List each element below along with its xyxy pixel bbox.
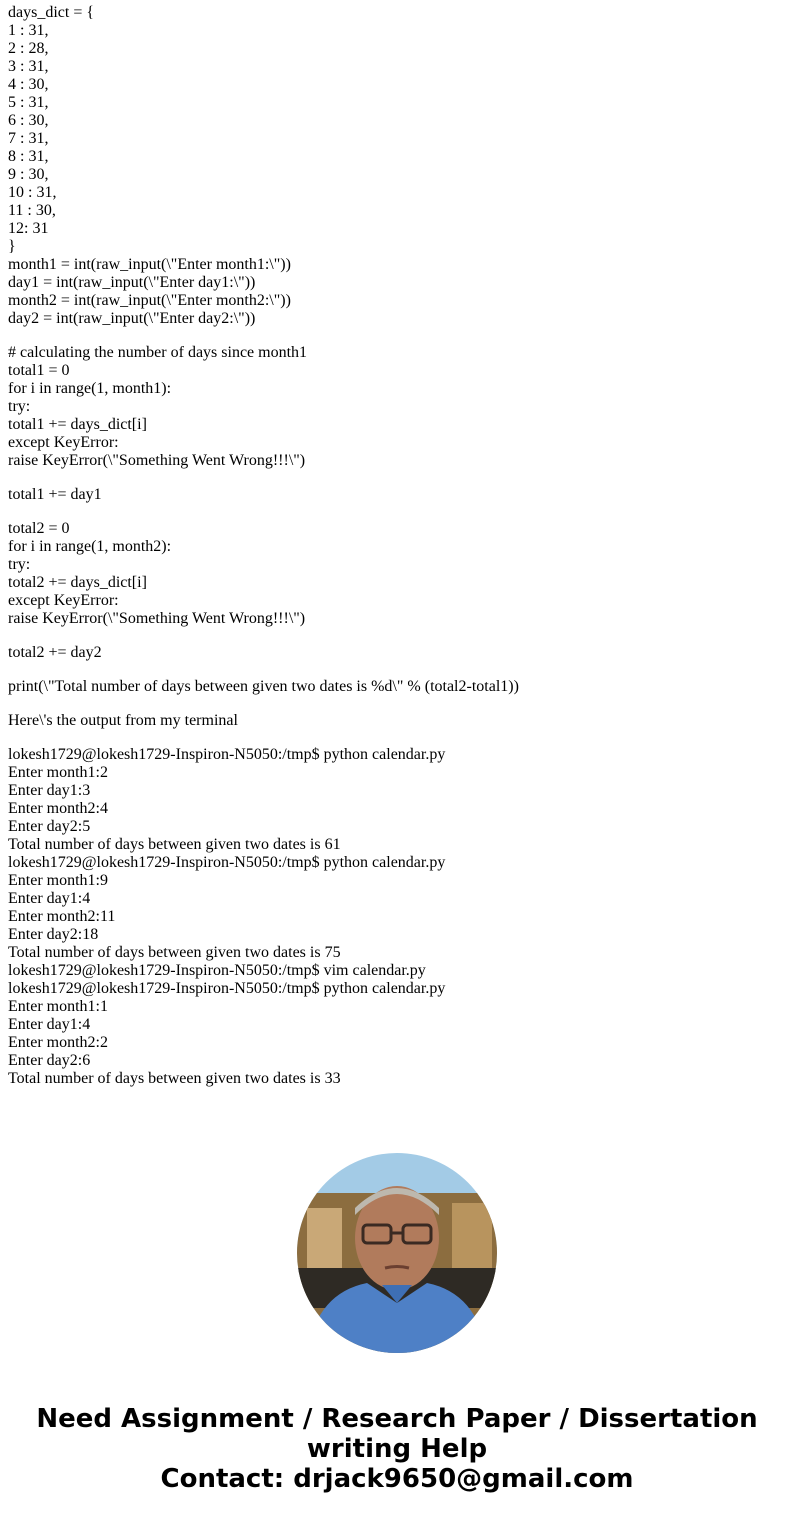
text-line: Enter month2:4 (8, 800, 108, 817)
text-line: Enter month1:9 (8, 872, 108, 889)
text-block (8, 4, 788, 328)
text-line: raise KeyError(\"Something Went Wrong!!!\") (8, 452, 306, 469)
text-line: 2 : 28, (8, 40, 49, 57)
footer-contact: Contact: drjack9650@gmail.com (160, 1464, 634, 1494)
text-line: except KeyError: (8, 434, 119, 451)
text-line: try: (8, 556, 31, 573)
text-line: try: (8, 398, 31, 415)
text-line: 3 : 31, (8, 58, 49, 75)
text-line: total1 = 0 (8, 362, 70, 379)
text-block (8, 344, 788, 470)
text-line: for i in range(1, month2): (8, 538, 172, 555)
text-line: 1 : 31, (8, 22, 49, 39)
text-line: 7 : 31, (8, 130, 49, 147)
text-line: Enter day2:18 (8, 926, 99, 943)
text-line: Enter month2:11 (8, 908, 116, 925)
question-body (8, 4, 788, 1104)
text-line: total2 = 0 (8, 520, 70, 537)
text-line: 11 : 30, (8, 202, 56, 219)
text-line: Enter day1:3 (8, 782, 91, 799)
text-line: day1 = int(raw_input(\"Enter day1:\")) (8, 274, 256, 291)
text-line: 10 : 31, (8, 184, 57, 201)
text-block (8, 520, 788, 628)
text-line: Enter month1:2 (8, 764, 108, 781)
text-line: Total number of days between given two dates is 61 (8, 836, 341, 853)
text-line: month1 = int(raw_input(\"Enter month1:\")) (8, 256, 291, 273)
text-line: } (8, 238, 16, 255)
text-line: Enter day2:6 (8, 1052, 91, 1069)
text-line: Total number of days between given two dates is 33 (8, 1070, 341, 1087)
text-line: Enter month2:2 (8, 1034, 108, 1051)
footer-line-2: writing Help (306, 1434, 488, 1464)
text-line: Enter day2:5 (8, 818, 91, 835)
text-block (8, 746, 788, 1088)
text-block (8, 486, 788, 504)
text-line: total2 += day2 (8, 644, 102, 661)
text-line: 8 : 31, (8, 148, 49, 165)
text-line: total2 += days_dict[i] (8, 574, 147, 591)
text-line: Enter month1:1 (8, 998, 108, 1015)
text-line: 6 : 30, (8, 112, 49, 129)
text-line: for i in range(1, month1): (8, 380, 172, 397)
text-line: # calculating the number of days since month1 (8, 344, 308, 361)
text-block (8, 712, 788, 730)
footer-banner (0, 1404, 794, 1494)
text-line: day2 = int(raw_input(\"Enter day2:\")) (8, 310, 256, 327)
text-line: 12: 31 (8, 220, 49, 237)
text-line: except KeyError: (8, 592, 119, 609)
text-line: Total number of days between given two dates is 75 (8, 944, 341, 961)
text-line: lokesh1729@lokesh1729-Inspiron-N5050:/tmp$ python calendar.py (8, 854, 446, 871)
text-line: lokesh1729@lokesh1729-Inspiron-N5050:/tmp$ python calendar.py (8, 746, 446, 763)
text-line: print(\"Total number of days between given two dates is %d\" % (total2-total1)) (8, 678, 519, 695)
text-line: month2 = int(raw_input(\"Enter month2:\")) (8, 292, 291, 309)
text-line: total1 += days_dict[i] (8, 416, 147, 433)
text-block (8, 678, 788, 696)
text-block (8, 644, 788, 662)
text-line: raise KeyError(\"Something Went Wrong!!!\") (8, 610, 306, 627)
text-line: lokesh1729@lokesh1729-Inspiron-N5050:/tmp$ vim calendar.py (8, 962, 426, 979)
person-photo-icon (297, 1153, 497, 1353)
avatar (297, 1153, 497, 1353)
text-line: 4 : 30, (8, 76, 49, 93)
text-line: 9 : 30, (8, 166, 49, 183)
text-line: total1 += day1 (8, 486, 102, 503)
text-line: Enter day1:4 (8, 890, 91, 907)
text-line: lokesh1729@lokesh1729-Inspiron-N5050:/tmp$ python calendar.py (8, 980, 446, 997)
text-line: days_dict = { (8, 4, 95, 21)
text-line: 5 : 31, (8, 94, 49, 111)
text-line: Here\'s the output from my terminal (8, 712, 238, 729)
text-line: Enter day1:4 (8, 1016, 91, 1033)
footer-line-1: Need Assignment / Research Paper / Dissertation (36, 1404, 758, 1434)
